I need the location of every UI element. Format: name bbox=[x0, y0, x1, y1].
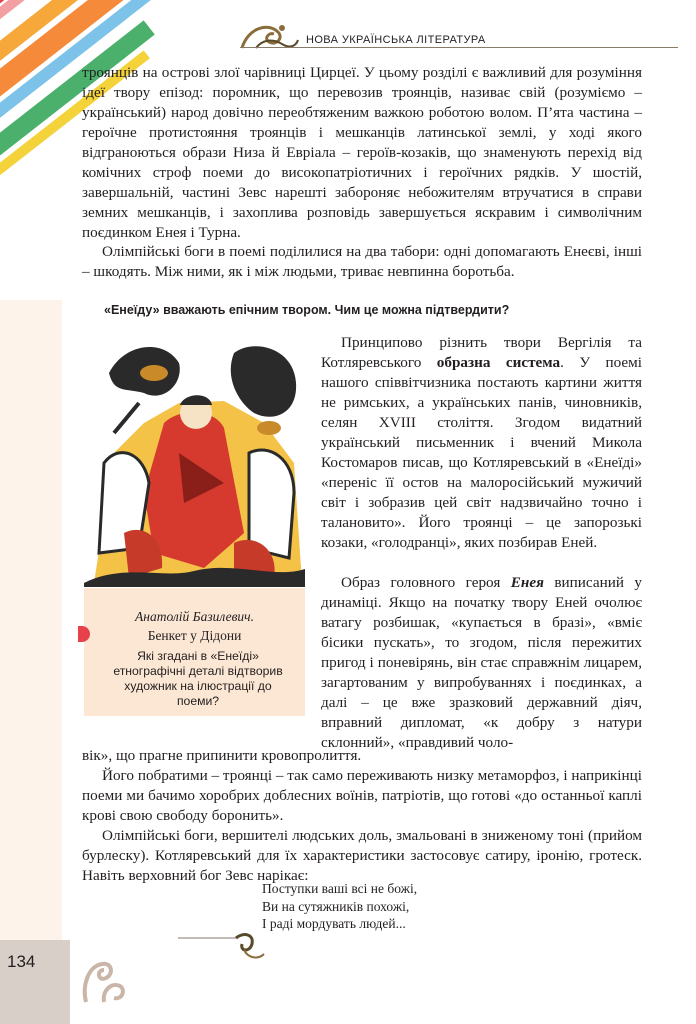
poem-quote bbox=[262, 880, 417, 933]
poem-line: Ви на сутяжників похожі, bbox=[262, 898, 410, 914]
text-span: Образ головного героя bbox=[341, 574, 511, 591]
text-span: . У поемі нашого співвітчизника постають картини життя не римських, а українських панів, чиновників, селян XVIII століття. Згодом видатний український письменник і вчений Микола Костомаров писав, що Котляревський в «Енеїді» «переніс її остов на малоросійський мужичий світ і зобразив цей світ надзвичайно точно і талановито». Його троянці – це запорозькі козаки, «голодранці», яких позбирав Еней. bbox=[321, 354, 642, 551]
section-question: «Енеїду» вважають епічним твором. Чим це можна підтвердити? bbox=[104, 303, 510, 317]
page-number: 134 bbox=[7, 952, 36, 971]
paragraph: Олімпійські боги в поемі поділилися на два табори: одні допомагають Енеєві, інші – шкодять. Між ними, як і між людьми, триває невпинна боротьба. bbox=[82, 243, 642, 280]
paragraph: вік», що прагне припинити кровопролиття. bbox=[82, 747, 362, 764]
margin-band bbox=[0, 300, 62, 940]
paragraph: троянців на острові злої чарівниці Цирцеї. У цьому розділі є важливий для розуміння ідеї твору епізод: поромник, що перевозив троянців, називає свій (розуміємо – український) народ довічно переобтяженим важкою роботою волом. П’ята частина – героїчне протистояння троянців і мешканців латинської землі, у ході якого відграноються образи Низа й Евріала – героїв-козаків, що знаменують перехід від комічних строф поеми до високопатріотичних і героїчних рядків. У шостій, завершальній, частині Зевс нарешті забороняє небожителям втручатися в справи земних мешканців, і захоплива розповідь завершується яскравим і символічним поєдинком Енея і Турна. bbox=[82, 64, 642, 241]
illustration-feast-at-dido bbox=[84, 333, 305, 587]
hero-name: Енея bbox=[510, 574, 544, 591]
column-paragraph bbox=[321, 333, 642, 553]
paragraph: Олімпійські боги, вершителі людських доль, змальовані в зниженому тоні (прийом бурлеску). Котляревський для їх характеристики застосовує сатиру, іронію, гротеск. Навіть верховний бог Зевс нарікає: bbox=[82, 827, 642, 884]
poem-line: І раді мордувать людей... bbox=[262, 916, 406, 931]
bottom-ornament-icon bbox=[178, 930, 308, 964]
illustration-image bbox=[84, 333, 305, 587]
paragraph: Його побратими – троянці – так само переживають низку метаморфоз, і наприкінці поеми ми бачимо хоробрих доблесних воїнів, патріотів, що готові «до останньої каплі крові свою свободу боронить». bbox=[82, 767, 642, 824]
poem-line: Поступки ваші всі не божі, bbox=[262, 881, 418, 896]
text-span: виписаний у динаміці. Якщо на початку твору Еней очолює ватагу розбишак, «купається в бразі», «вміє бісики пускать», то згодом, після пережитих пригод і поневірянь, він стає справжнім лицарем, загартованим у випробуваннях і поєдинках, а далі – це вже зразковий державний діяч, вправний дипломат, «к добру з натури склонний», «правдивий чоло- bbox=[321, 574, 643, 751]
caption-author: Анатолій Базилевич. bbox=[135, 609, 254, 624]
caption-question: Які згадані в «Енеїді» етнографічні деталі відтворив художник на ілюстрації до поеми? bbox=[113, 649, 283, 708]
running-header-title: НОВА УКРАЇНСЬКА ЛІТЕРАТУРА bbox=[306, 34, 486, 46]
header-rule bbox=[240, 47, 678, 48]
publisher-logo-icon bbox=[78, 956, 128, 1008]
caption-title: Бенкет у Дідони bbox=[147, 628, 242, 643]
text-span: Принципово різнить твори Вергілія та Котляревського bbox=[321, 334, 642, 371]
column-paragraph bbox=[321, 573, 642, 753]
bold-term: образна система bbox=[436, 354, 561, 371]
